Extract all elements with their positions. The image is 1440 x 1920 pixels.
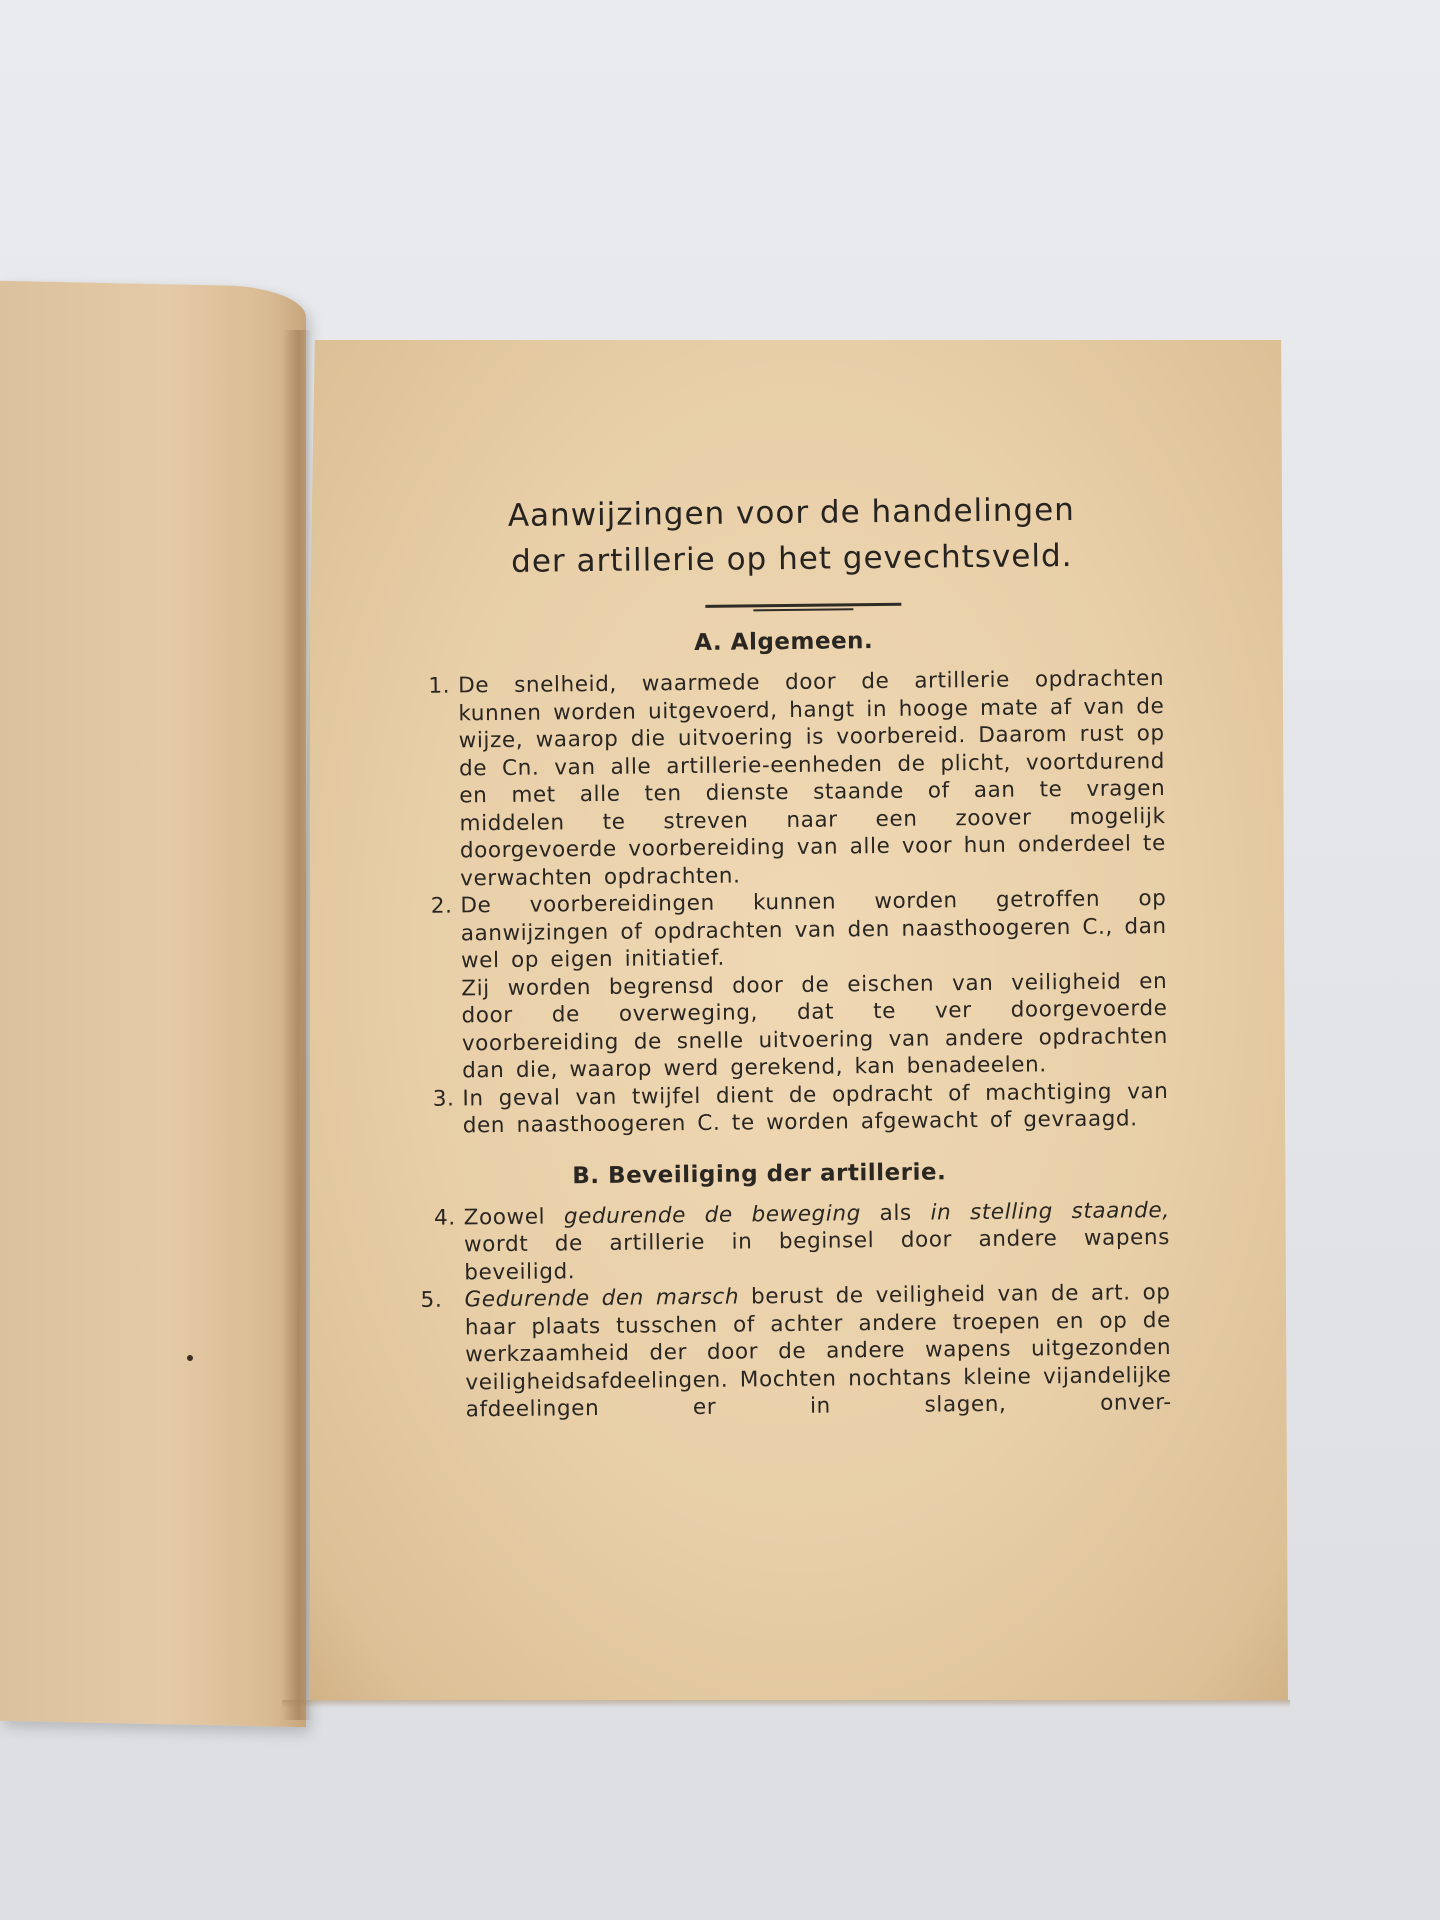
- item-number: 2.: [430, 893, 453, 919]
- section-b-items: [410, 1197, 1172, 1425]
- item-text-part: wordt de artillerie in beginsel door andere wapens beveiligd.: [463, 1225, 1171, 1285]
- item-text: De voorbereidingen kunnen worden getroffen op aanwijzingen of opdrachten van den naasthoogeren C., dan wel op eigen initiatief.: [460, 886, 1167, 974]
- list-item: [406, 885, 1168, 1085]
- title-line-2: der artillerie op het gevechtsveld.: [510, 537, 1073, 580]
- item-number: 5.: [420, 1287, 443, 1313]
- page-bottom-edge: [282, 1700, 1290, 1708]
- list-item: [410, 1279, 1171, 1424]
- title-divider-inner: [753, 608, 853, 611]
- title-line-1: Aanwijzingen voor de handelingen: [507, 491, 1076, 534]
- section-a-items: [404, 665, 1169, 1140]
- item-text-part: berust de veiligheid van de art. op haar plaats tusschen of achter andere troepen en op de werkzaamheid der door de andere wapens uitgezonden veiligheidsafdeelingen. Mochten nochtans kleine vijandelijke afdeelingen er in slagen, onver-: [464, 1279, 1172, 1423]
- item-number: 1.: [428, 673, 451, 699]
- book-spine-shadow: [282, 330, 312, 1720]
- page-text: [402, 472, 1172, 1424]
- item-text-italic: in stelling staande,: [930, 1197, 1170, 1226]
- item-number: 4.: [433, 1204, 456, 1231]
- paper-speck: [187, 1355, 193, 1361]
- item-text: [464, 1279, 1171, 1424]
- list-item: [404, 665, 1166, 893]
- item-text-part: als: [860, 1200, 931, 1226]
- list-item: [410, 1197, 1171, 1287]
- page-title: [402, 486, 1163, 586]
- item-number: 3.: [432, 1085, 455, 1112]
- item-text: In geval van twijfel dient de opdracht of machtiging van den naasthoogeren C. te worden afgewacht of gevraagd.: [462, 1078, 1169, 1139]
- item-text-continued: Zij worden begrensd door de eischen van veiligheid en door de overweging, dat te ver doorgevoerde voorbereiding de snelle uitvoering van andere opdrachten dan die, waarop werd gerekend, kan benadeelen.: [461, 968, 1168, 1084]
- item-text-italic: gedurende de beweging: [563, 1200, 862, 1229]
- section-heading-b: B. Beveiliging der artillerie.: [572, 1158, 947, 1189]
- item-text: [464, 1197, 1171, 1287]
- title-divider: [705, 603, 901, 612]
- item-text-italic: Gedurende den marsch: [464, 1284, 740, 1313]
- item-text: De snelheid, waarmede door de artillerie opdrachten kunnen worden uitgevoerd, hangt in hooge mate af van de wijze, waarop die uitvoering is voorbereid. Daarom rust op de Cn. van alle artillerie-eenheden de plicht, voortdurend en met alle ten dienste staande of aan te vragen middelen te streven naar een zoover mogelijk doorgevoerde voorbereiding van alle voor hun onderdeel te verwachten opdrachten.: [458, 666, 1166, 891]
- left-page: [0, 281, 306, 1727]
- list-item: [408, 1078, 1169, 1141]
- section-heading-a: A. Algemeen.: [694, 628, 874, 656]
- item-text-part: Zoowel: [463, 1203, 565, 1230]
